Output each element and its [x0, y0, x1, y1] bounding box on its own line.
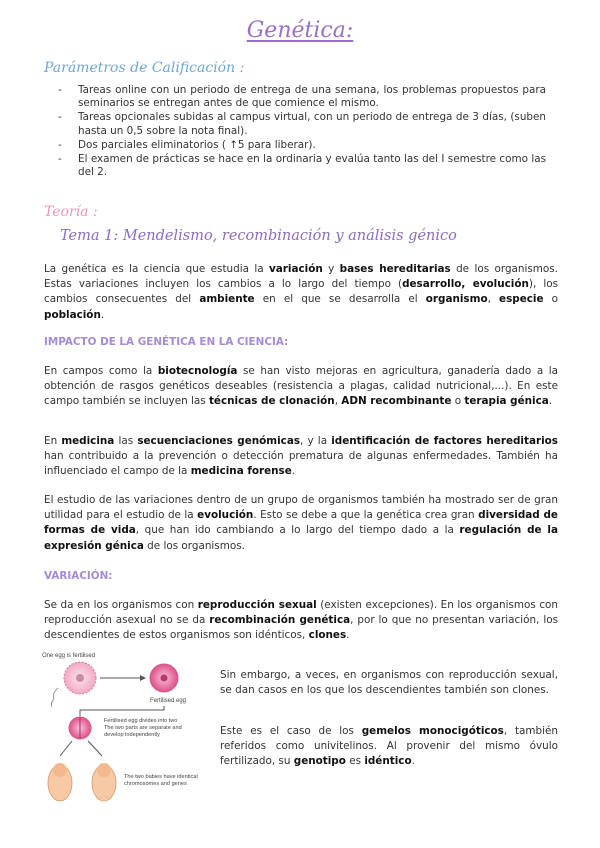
evolution-paragraph: El estudio de las variaciones dentro de un grupo de organismos también ha mostrado ser de gran utilidad para el estudio de la evolución. Esto se debe a que la genética crea gran diversidad de formas de vida, que han ido cambiando a lo largo del tiempo dado a la regulación de la expresión génica de los organismos. [44, 494, 559, 552]
babies-label-line: The two babies have identical [124, 774, 198, 780]
clones-paragraph: Sin embargo, a veces, en organismos con reproducción sexual, se dan casos en los que los descendientes también son clones. [220, 669, 558, 697]
grading-item: - El examen de prácticas se hace en la ordinaria y evalúa tanto las del I semestre como las del 2. [58, 153, 546, 179]
bold-term: especie [499, 293, 544, 306]
grading-item: - Tareas opcionales subidas al campus virtual, con un periodo de entrega de 3 días, (suben hasta un 0,5 sobre la nota final). [58, 111, 546, 137]
bold-term: idéntico [364, 755, 412, 768]
bold-term: identificación de factores hereditarios [331, 435, 558, 447]
fertilised-label: Fertilised egg [150, 698, 187, 704]
arrow-left-icon [60, 741, 72, 756]
twins-diagram-svg [40, 648, 216, 808]
arrowhead-icon [140, 675, 146, 681]
bold-term: recombinación genética [209, 614, 351, 627]
impact-heading: IMPACTO DE LA GENÉTICA EN LA CIENCIA: [44, 336, 289, 348]
bold-term: terapia génica [464, 395, 549, 408]
bold-term: genotipo [293, 755, 346, 768]
bold-term: desarrollo, evolución [402, 278, 529, 291]
page-title: Genética: [246, 18, 354, 43]
biotech-paragraph: En campos como la biotecnología se han visto mejoras en agricultura, ganadería dado a la obtención de rasgos genéticos deseables (resistencia a plagas, calidad nutricional,...). En este campo también se incluyen las técnicas de clonación, ADN recombinante o terapia génica. [44, 365, 559, 408]
bold-term: biotecnología [157, 365, 238, 377]
babies-label-line: chromosomes and genes [124, 781, 187, 787]
baby-icon [48, 763, 72, 801]
twins-diagram [40, 648, 216, 808]
fertilised-nucleus-icon [161, 675, 168, 682]
topic-heading: Tema 1: Mendelismo, recombinación y análisis génico [60, 228, 457, 244]
divides-label-line: Fertilised egg divides into two [104, 718, 178, 724]
divides-label-line: The two parts are separate and [104, 725, 182, 731]
babies-label [124, 774, 199, 787]
egg-label: One egg is fertilised [42, 653, 96, 659]
bold-term: reproducción sexual [197, 599, 317, 611]
bold-term: clones [308, 629, 347, 642]
grading-heading: Parámetros de Calificación : [44, 60, 245, 76]
divides-label [104, 718, 183, 738]
bold-term: ADN recombinante [341, 395, 452, 408]
grading-item: - Tareas online con un periodo de entrega de una semana, los problemas propuestos para seminarios se entregan antes de que comience el mismo. [58, 84, 546, 110]
bold-term: secuenciaciones genómicas [137, 435, 301, 447]
grading-list [58, 84, 546, 180]
bold-term: regulación de la expresión génica [44, 524, 559, 552]
bold-term: bases hereditarias [339, 263, 451, 275]
variation-heading: VARIACIÓN: [44, 570, 113, 582]
bold-term: variación [268, 263, 323, 275]
variation-paragraph: Se da en los organismos con reproducción sexual (existen excepciones). En los organismos con reproducción asexual no se da recombinación genética, por lo que no presentan variación, los descendientes de estos organismos son idénticos, clones. [44, 599, 558, 642]
intro-paragraph: La genética es la ciencia que estudia la variación y bases hereditarias de los organismos. Estas variaciones incluyen los cambios a lo largo del tiempo (desarrollo, evolución), los cambios consecuentes del ambiente en el que se desarrolla el organismo, especie o población. [44, 263, 559, 321]
bold-term: diversidad de formas de vida [44, 509, 558, 537]
bold-term: evolución [197, 509, 254, 522]
bold-term: técnicas de clonación [208, 395, 335, 408]
bold-term: medicina [61, 435, 115, 447]
bold-term: medicina forense [190, 465, 292, 478]
bold-term: organismo [425, 293, 488, 306]
twins-paragraph: Este es el caso de los gemelos monocigóticos, también referidos como univitelinos. Al provenir del mismo óvulo fertilizado, su genotipo es idéntico. [220, 725, 558, 768]
medicine-paragraph: En medicina las secuenciaciones genómicas, y la identificación de factores hereditarios han contribuido a la prevención o detección prematura de algunas enfermedades. También ha influenciado el campo de la medicina forense. [44, 435, 558, 478]
bold-term: población [44, 308, 101, 321]
connector-line [80, 706, 164, 716]
arrow-right-icon [88, 741, 102, 756]
baby-icon [92, 763, 116, 801]
bold-term: gemelos monocigóticos [361, 725, 504, 737]
sperm-icon [51, 688, 58, 707]
grading-item: - Dos parciales eliminatorios ( ↑5 para liberar). [58, 139, 546, 152]
bold-term: ambiente [199, 293, 255, 306]
divides-label-line: develop independently [104, 732, 160, 738]
theory-heading: Teoría : [44, 204, 98, 220]
nucleus-icon [76, 674, 84, 682]
